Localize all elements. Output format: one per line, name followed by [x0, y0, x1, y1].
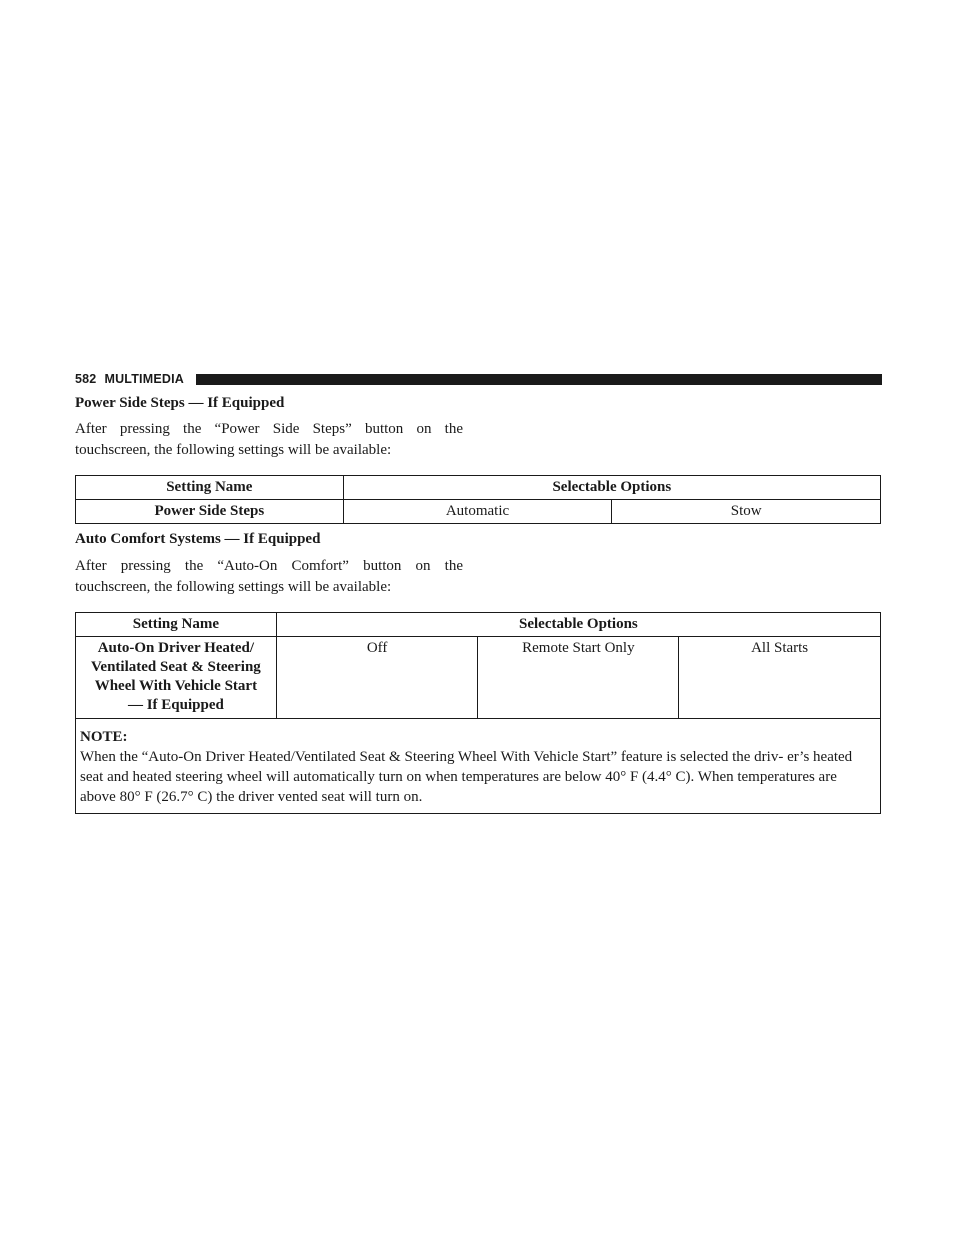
- option-cell: Remote Start Only: [478, 637, 679, 719]
- power-side-steps-intro: After pressing the “Power Side Steps” button on the touchscreen, the following settings will be available:: [75, 421, 463, 458]
- table-header-row: [76, 476, 881, 500]
- table-header-row: [76, 613, 881, 637]
- power-side-steps-table: [75, 475, 881, 524]
- table-row: [76, 637, 881, 719]
- header-rule: [196, 374, 882, 385]
- column-header-setting-name: Setting Name: [76, 613, 277, 637]
- setting-name-line: Auto-On Driver Heated/: [97, 640, 255, 656]
- page-header: [75, 372, 882, 386]
- setting-name-cell: Power Side Steps: [76, 500, 344, 524]
- table-row: [76, 500, 881, 524]
- option-cell: Stow: [612, 500, 881, 524]
- auto-comfort-intro: After pressing the “Auto-On Comfort” button on the touchscreen, the following settings will be available:: [75, 558, 463, 595]
- option-cell: Automatic: [343, 500, 612, 524]
- note-cell: [76, 719, 881, 814]
- auto-comfort-table: [75, 612, 881, 814]
- setting-name-line: Ventilated Seat & Steering: [90, 659, 261, 675]
- setting-name-cell: [76, 637, 277, 719]
- note-label: NOTE:: [80, 729, 128, 745]
- setting-name-line: Wheel With Vehicle Start: [94, 678, 258, 694]
- page-number: 582: [75, 372, 97, 386]
- note-row: [76, 719, 881, 814]
- option-cell: All Starts: [679, 637, 881, 719]
- section-title: MULTIMEDIA: [104, 372, 185, 386]
- setting-name-line: — If Equipped: [127, 697, 224, 713]
- column-header-setting-name: Setting Name: [76, 476, 344, 500]
- column-header-selectable-options: Selectable Options: [343, 476, 880, 500]
- column-header-selectable-options: Selectable Options: [276, 613, 880, 637]
- note-text: When the “Auto-On Driver Heated/Ventilated Seat & Steering Wheel With Vehicle Start” feature is selected the driv- er’s heated seat and heated steering wheel will automatically turn on when temperatures are below 40° F (4.4° C). When temperatures are above 80° F (26.7° C) the driver vented seat will turn on.: [80, 749, 853, 805]
- option-cell: Off: [276, 637, 478, 719]
- power-side-steps-heading: Power Side Steps — If Equipped: [75, 395, 285, 411]
- auto-comfort-heading: Auto Comfort Systems — If Equipped: [75, 531, 321, 547]
